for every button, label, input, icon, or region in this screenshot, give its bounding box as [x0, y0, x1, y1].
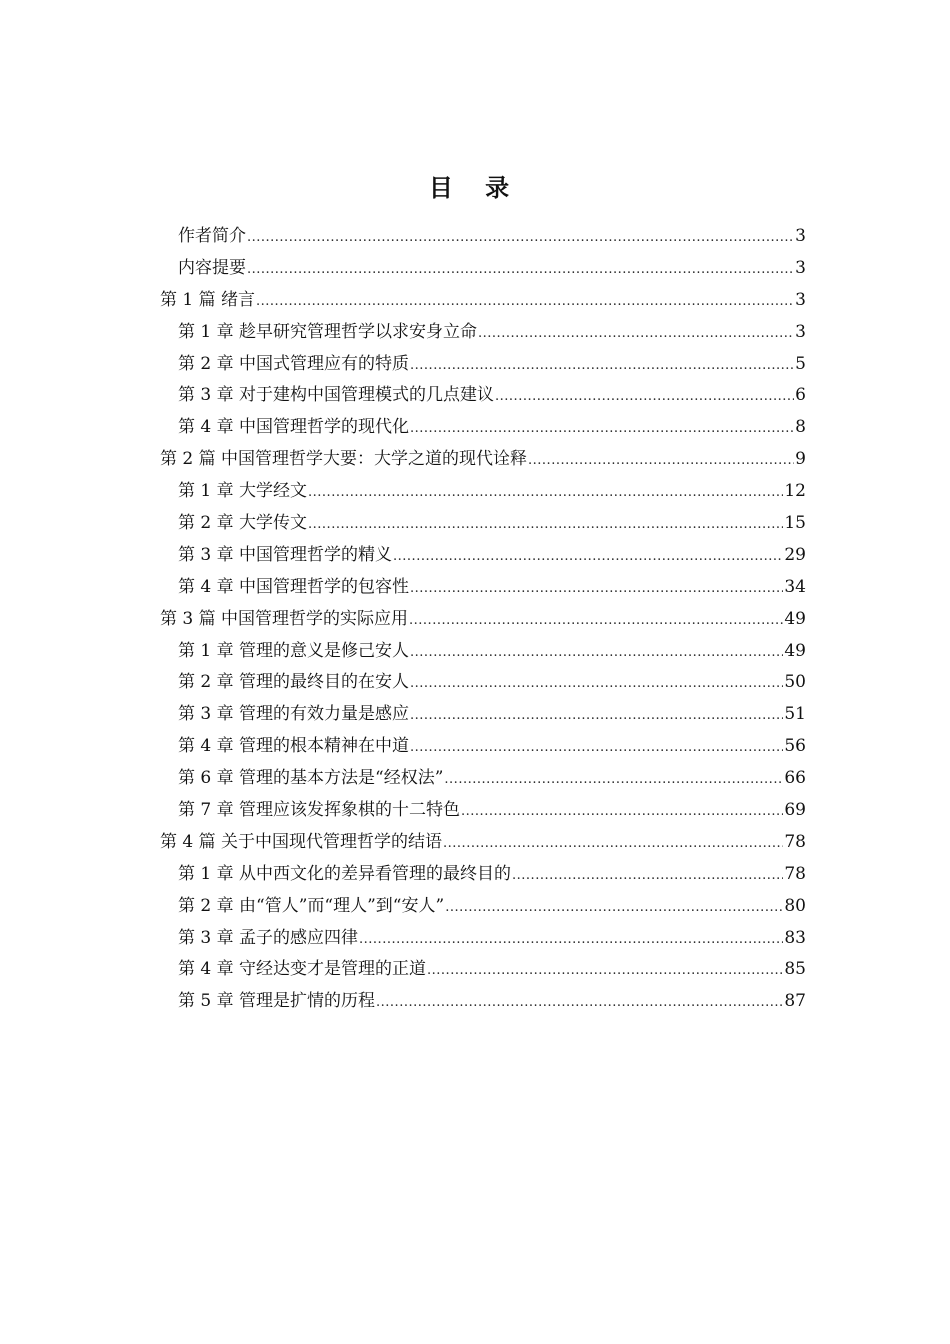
toc-entry-label: 第 1 章 管理的意义是修己安人 — [178, 640, 410, 661]
toc-part-entry[interactable] — [160, 444, 806, 476]
toc-entry-page-number: 56 — [784, 736, 806, 757]
toc-chapter-entry[interactable] — [160, 859, 806, 891]
toc-chapter-entry[interactable] — [160, 317, 806, 349]
dot-leader — [410, 700, 783, 732]
dot-leader — [445, 892, 783, 924]
toc-entry-label: 第 4 篇 关于中国现代管理哲学的结语 — [160, 831, 443, 852]
toc-entry-label: 第 4 章 中国管理哲学的包容性 — [178, 576, 410, 597]
toc-entry-label: 第 1 章 大学经文 — [178, 481, 308, 502]
toc-chapter-entry[interactable] — [160, 476, 806, 508]
toc-entry-label: 第 2 章 管理的最终目的在安人 — [178, 672, 410, 693]
toc-entry-page-number: 50 — [784, 672, 806, 693]
toc-entry-page-number: 3 — [795, 226, 806, 246]
toc-chapter-entry[interactable] — [160, 795, 806, 827]
toc-entry-label: 第 6 章 管理的基本方法是“经权法” — [178, 768, 444, 789]
toc-entry-page-number: 5 — [795, 353, 806, 374]
toc-chapter-entry[interactable] — [160, 380, 806, 412]
toc-chapter-entry[interactable] — [160, 636, 806, 668]
dot-leader — [410, 350, 794, 382]
toc-entry-page-number: 3 — [795, 257, 806, 278]
dot-leader — [308, 509, 783, 541]
toc-entry-label: 第 2 篇 中国管理哲学大要：大学之道的现代诠释 — [160, 449, 528, 470]
toc-entry-page-number: 12 — [784, 481, 806, 502]
toc-entry-label: 第 7 章 管理应该发挥象棋的十二特色 — [178, 800, 461, 821]
toc-entry-page-number: 83 — [784, 927, 806, 948]
toc-chapter-entry[interactable] — [160, 540, 806, 572]
toc-entry-page-number: 3 — [795, 321, 806, 342]
dot-leader — [393, 541, 783, 573]
toc-entry-label: 第 1 章 从中西文化的差异看管理的最终目的 — [178, 863, 512, 884]
toc-chapter-entry[interactable] — [160, 508, 806, 540]
dot-leader — [410, 637, 783, 669]
toc-chapter-entry[interactable] — [160, 253, 806, 285]
toc-chapter-entry[interactable] — [160, 572, 806, 604]
toc-chapter-entry[interactable] — [160, 221, 806, 253]
toc-entry-label: 内容提要 — [178, 257, 246, 278]
dot-leader — [376, 987, 783, 1019]
toc-entry-label: 第 1 篇 绪言 — [160, 289, 256, 310]
dot-leader — [410, 732, 783, 764]
dot-leader — [247, 254, 794, 286]
toc-entry-label: 第 3 章 对于建构中国管理模式的几点建议 — [178, 385, 495, 406]
toc-chapter-entry[interactable] — [160, 763, 806, 795]
toc-entry-label: 第 4 章 管理的根本精神在中道 — [178, 736, 410, 757]
toc-entry-page-number: 49 — [784, 608, 806, 629]
dot-leader — [247, 222, 794, 254]
toc-entry-label: 第 3 篇 中国管理哲学的实际应用 — [160, 608, 409, 629]
table-of-contents — [160, 221, 806, 1018]
toc-entry-page-number: 51 — [784, 704, 806, 725]
dot-leader — [495, 381, 794, 413]
toc-entry-label: 第 4 章 中国管理哲学的现代化 — [178, 417, 410, 438]
dot-leader — [427, 955, 783, 987]
dot-leader — [461, 796, 783, 828]
toc-entry-page-number: 3 — [795, 289, 806, 310]
toc-chapter-entry[interactable] — [160, 954, 806, 986]
toc-entry-page-number: 80 — [784, 895, 806, 916]
toc-chapter-entry[interactable] — [160, 731, 806, 763]
toc-entry-label: 第 1 章 趁早研究管理哲学以求安身立命 — [178, 321, 478, 342]
toc-entry-label: 作者简介 — [178, 226, 246, 246]
toc-entry-page-number: 66 — [784, 768, 806, 789]
toc-entry-label: 第 3 章 孟子的感应四律 — [178, 927, 359, 948]
toc-entry-page-number: 34 — [784, 576, 806, 597]
dot-leader — [444, 764, 783, 796]
dot-leader — [308, 477, 783, 509]
dot-leader — [410, 413, 794, 445]
toc-entry-page-number: 9 — [795, 449, 806, 470]
toc-chapter-entry[interactable] — [160, 667, 806, 699]
toc-entry-page-number: 87 — [784, 991, 806, 1012]
dot-leader — [478, 318, 794, 350]
dot-leader — [410, 573, 783, 605]
toc-part-entry[interactable] — [160, 604, 806, 636]
dot-leader — [409, 605, 783, 637]
toc-entry-page-number: 6 — [795, 385, 806, 406]
toc-entry-page-number: 78 — [784, 831, 806, 852]
dot-leader — [256, 286, 794, 318]
toc-chapter-entry[interactable] — [160, 349, 806, 381]
toc-chapter-entry[interactable] — [160, 699, 806, 731]
toc-entry-page-number: 15 — [784, 513, 806, 534]
toc-entry-page-number: 69 — [784, 800, 806, 821]
dot-leader — [359, 924, 783, 956]
dot-leader — [512, 860, 783, 892]
toc-entry-label: 第 2 章 中国式管理应有的特质 — [178, 353, 410, 374]
toc-entry-label: 第 3 章 中国管理哲学的精义 — [178, 544, 393, 565]
toc-chapter-entry[interactable] — [160, 891, 806, 923]
toc-title: 目 录 — [428, 173, 522, 202]
toc-chapter-entry[interactable] — [160, 412, 806, 444]
toc-entry-label: 第 5 章 管理是扩情的历程 — [178, 991, 376, 1012]
toc-entry-label: 第 2 章 大学传文 — [178, 513, 308, 534]
dot-leader — [410, 668, 783, 700]
toc-entry-page-number: 29 — [784, 544, 806, 565]
toc-entry-page-number: 49 — [784, 640, 806, 661]
toc-entry-label: 第 4 章 守经达变才是管理的正道 — [178, 959, 427, 980]
toc-part-entry[interactable] — [160, 285, 806, 317]
toc-chapter-entry[interactable] — [160, 923, 806, 955]
toc-entry-page-number: 8 — [795, 417, 806, 438]
toc-entry-page-number: 78 — [784, 863, 806, 884]
toc-part-entry[interactable] — [160, 827, 806, 859]
toc-entry-label: 第 2 章 由“管人”而“理人”到“安人” — [178, 895, 445, 916]
dot-leader — [528, 445, 794, 477]
dot-leader — [443, 828, 783, 860]
toc-chapter-entry[interactable] — [160, 986, 806, 1018]
toc-entry-label: 第 3 章 管理的有效力量是感应 — [178, 704, 410, 725]
toc-entry-page-number: 85 — [784, 959, 806, 980]
